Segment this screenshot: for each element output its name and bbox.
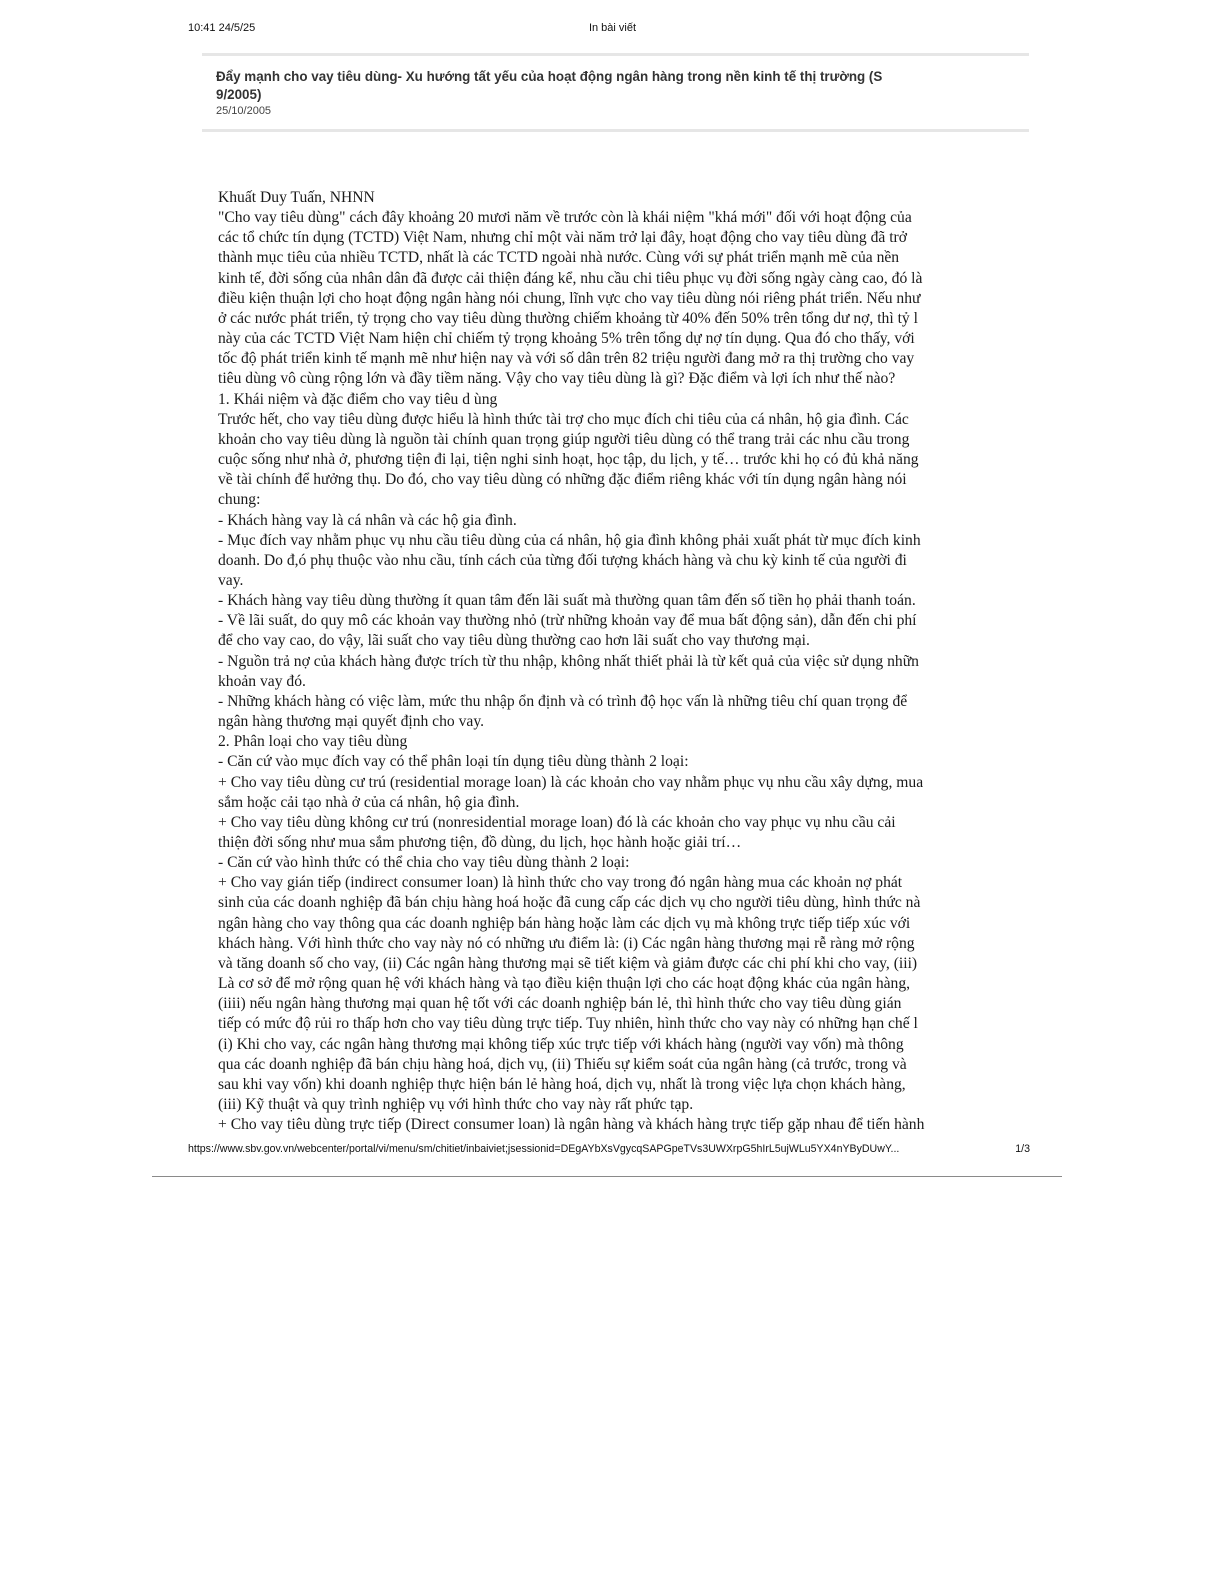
article-line: (iii) Kỹ thuật và quy trình nghiệp vụ với hình thức cho vay này rất phức tạp. <box>218 1096 694 1114</box>
article-line: điều kiện thuận lợi cho hoạt động ngân hàng nói chung, lĩnh vực cho vay tiêu dùng nói riêng phát triển. Nếu như <box>218 289 921 307</box>
print-footer <box>188 1143 1030 1157</box>
article-line: các tổ chức tín dụng (TCTD) Việt Nam, nhưng chỉ một vài năm trở lại đây, hoạt động cho vay tiêu dùng đã trở <box>218 229 907 247</box>
print-timestamp: 10:41 24/5/25 <box>188 22 256 34</box>
article-line: tốc độ phát triển kinh tế mạnh mẽ như hiện nay và với số dân trên 82 triệu người đang mở ra thị trường cho vay <box>218 350 915 368</box>
article-line: (iiii) nếu ngân hàng thương mại quan hệ tốt với các doanh nghiệp bán lẻ, thì hình thức cho vay tiêu dùng gián <box>218 995 902 1013</box>
article-line: + Cho vay tiêu dùng không cư trú (nonresidential morage loan) đó là các khoản cho vay phục vụ nhu cầu cải <box>218 813 896 831</box>
article-line: Trước hết, cho vay tiêu dùng được hiểu là hình thức tài trợ cho mục đích chi tiêu của cá nhân, hộ gia đình. Các <box>218 410 909 428</box>
article-line: - Mục đích vay nhằm phục vụ nhu cầu tiêu dùng của cá nhân, hộ gia đình không phải xuất phát từ mục đích kinh <box>218 531 921 549</box>
article-line: + Cho vay tiêu dùng cư trú (residential morage loan) là các khoản cho vay nhằm phục vụ nhu cầu xây dựng, mua <box>218 773 924 791</box>
article-line: Là cơ sở để mở rộng quan hệ với khách hàng và tạo điều kiện thuận lợi cho các hoạt động khác của ngân hàng, <box>218 975 911 993</box>
article-line: ở các nước phát triển, tỷ trọng cho vay tiêu dùng thường chiếm khoảng từ 40% đến 50% trên tổng dư nợ, thì tỷ l <box>218 309 918 327</box>
article-line: kinh tế, đời sống của nhân dân đã được cải thiện đáng kể, nhu cầu chi tiêu phục vụ đời sống ngày càng cao, đó là <box>218 269 923 287</box>
article-line: - Khách hàng vay tiêu dùng thường ít quan tâm đến lãi suất mà thường quan tâm đến số tiền họ phải thanh toán. <box>218 592 916 610</box>
article-line: (i) Khi cho vay, các ngân hàng thương mại không tiếp xúc trực tiếp với khách hàng (người vay vốn) mà thông <box>218 1035 904 1053</box>
article-line: này của các TCTD Việt Nam hiện chỉ chiếm tỷ trọng khoảng 5% trên tổng dự nợ tín dụng. Qua đó cho thấy, với <box>218 330 915 348</box>
page-divider <box>152 1176 1062 1177</box>
article-body <box>218 188 1038 1135</box>
article-line: tiêu dùng vô cùng rộng lớn và đầy tiềm năng. Vậy cho vay tiêu dùng là gì? Đặc điểm và lợi ích như thế nào? <box>218 370 896 388</box>
article-line: sau khi vay vốn) khi doanh nghiệp thực hiện bán lẻ hàng hoá, dịch vụ, nhất là trong việc lựa chọn khách hàng, <box>218 1075 906 1093</box>
article-line: ngân hàng thương mại quyết định cho vay. <box>218 713 484 731</box>
article-line: và tăng doanh số cho vay, (ii) Các ngân hàng thương mại sẽ tiết kiệm và giảm được các chi phí khi cho vay, (iii) <box>218 954 918 972</box>
article-line: - Khách hàng vay là cá nhân và các hộ gia đình. <box>218 511 517 529</box>
page-url: https://www.sbv.gov.vn/webcenter/portal/vi/menu/sm/chitiet/inbaiviet;jsessionid=DEgAYbXsVgycqSAPGpeTVs3UWXrpG5hIrL5ujWLu5YX4nYByDUwY... <box>188 1143 900 1155</box>
article-line: + Cho vay tiêu dùng trực tiếp (Direct consumer loan) là ngân hàng và khách hàng trực tiếp gặp nhau để tiến hành <box>218 1116 925 1134</box>
article-line: tiếp có mức độ rủi ro thấp hơn cho vay tiêu dùng trực tiếp. Tuy nhiên, hình thức cho vay này có những hạn chế l <box>218 1015 918 1033</box>
article-line: "Cho vay tiêu dùng" cách đây khoảng 20 mươi năm về trước còn là khái niệm "khá mới" đối với hoạt động của <box>218 209 912 227</box>
print-page-title: In bài viết <box>588 22 637 34</box>
article-line: Khuất Duy Tuấn, NHNN <box>218 189 375 206</box>
article-line: ngân hàng cho vay thông qua các doanh nghiệp bán hàng hoặc làm các dịch vụ mà không trực tiếp tiếp xúc với <box>218 914 911 932</box>
article-line: chung: <box>218 491 261 509</box>
article-line: - Những khách hàng có việc làm, mức thu nhập ổn định và có trình độ học vấn là những tiêu chí quan trọng để <box>218 692 908 710</box>
article-line: thiện đời sống như mua sắm phương tiện, đồ dùng, du lịch, học hành hoặc giải trí… <box>218 834 742 851</box>
article-line: khách hàng. Với hình thức cho vay này nó có những ưu điểm là: (i) Các ngân hàng thương mại rễ ràng mở rộng <box>218 934 915 952</box>
article-date: 25/10/2005 <box>216 105 272 117</box>
article-line: 1. Khái niệm và đặc điểm cho vay tiêu d ùng <box>218 390 498 408</box>
article-line: vay. <box>218 571 244 589</box>
article-title-line-2: 9/2005) <box>216 87 262 102</box>
article-line: - Căn cứ vào hình thức có thể chia cho vay tiêu dùng thành 2 loại: <box>218 854 630 872</box>
article-line: thành mục tiêu của nhiều TCTD, nhất là các TCTD ngoài nhà nước. Cùng với sự phát triển mạnh mẽ của nền <box>218 249 900 267</box>
article-line: + Cho vay gián tiếp (indirect consumer loan) là hình thức cho vay trong đó ngân hàng mua các khoản nợ phát <box>218 874 903 892</box>
article-title-line-1: Đẩy mạnh cho vay tiêu dùng- Xu hướng tất yếu của hoạt động ngân hàng trong nền kinh tế thị trường (S <box>216 69 883 84</box>
article-line: sinh của các doanh nghiệp đã bán chịu hàng hoá hoặc đã cung cấp các dịch vụ cho người tiêu dùng, hình thức nà <box>218 894 921 912</box>
article-line: sắm hoặc cải tạo nhà ở của cá nhân, hộ gia đình. <box>218 793 520 811</box>
article-line: khoản vay đó. <box>218 672 306 690</box>
article-line: - Về lãi suất, do quy mô các khoản vay thường nhỏ (trừ những khoản vay để mua bất động sản), dẫn đến chi phí <box>218 612 917 630</box>
article-header <box>202 56 1029 132</box>
article-line: - Nguồn trả nợ của khách hàng được trích từ thu nhập, không nhất thiết phải là từ kết quả của việc sử dụng nhữn <box>218 652 919 670</box>
article-line: để cho vay cao, do vậy, lãi suất cho vay tiêu dùng thường cao hơn lãi suất cho vay thương mại. <box>218 632 810 650</box>
page-number: 1/3 <box>1015 1143 1030 1155</box>
article-line: doanh. Do đ,ó phụ thuộc vào nhu cầu, tính cách của từng đối tượng khách hàng và chu kỳ kinh tế của người đi <box>218 551 907 569</box>
print-header <box>188 22 1037 38</box>
article-line: cuộc sống như nhà ở, phương tiện đi lại, tiện nghi sinh hoạt, học tập, du lịch, y tế… trước khi họ có đủ khả năng <box>218 451 919 469</box>
article-line: khoản cho vay tiêu dùng là nguồn tài chính quan trọng giúp người tiêu dùng có thể trang trải các nhu cầu trong <box>218 430 910 448</box>
article-line: về tài chính để hưởng thụ. Do đó, cho vay tiêu dùng có những đặc điểm riêng khác với tín dụng ngân hàng nói <box>218 471 907 489</box>
article-header-box <box>202 53 1029 132</box>
article-line: qua các doanh nghiệp đã bán chịu hàng hoá, dịch vụ, (ii) Thiếu sự kiểm soát của ngân hàng (cả trước, trong và <box>218 1055 907 1073</box>
article-line: 2. Phân loại cho vay tiêu dùng <box>218 733 408 751</box>
article-line: - Căn cứ vào mục đích vay có thể phân loại tín dụng tiêu dùng thành 2 loại: <box>218 753 689 771</box>
